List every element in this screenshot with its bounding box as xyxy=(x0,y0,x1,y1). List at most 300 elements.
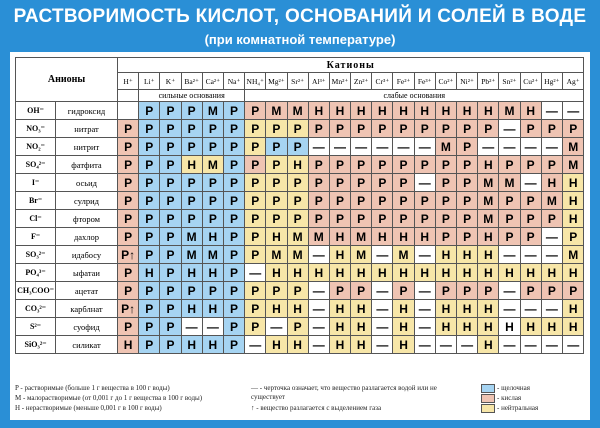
solubility-cell: P xyxy=(520,156,541,174)
solubility-cell: — xyxy=(351,138,372,156)
solubility-cell: P xyxy=(160,138,181,156)
solubility-cell: H xyxy=(562,300,583,318)
solubility-cell: P xyxy=(223,174,244,192)
solubility-cell: H xyxy=(457,264,478,282)
solubility-cell: P xyxy=(202,120,223,138)
solubility-cell: P xyxy=(478,282,499,300)
solubility-cell: P xyxy=(118,120,139,138)
solubility-cell: M xyxy=(202,156,223,174)
solubility-cell: — xyxy=(202,318,223,336)
cation-header: Li⁺ xyxy=(139,73,160,90)
solubility-cell: P xyxy=(223,228,244,246)
solubility-cell: P xyxy=(457,210,478,228)
cation-header: Mg²⁺ xyxy=(266,73,287,90)
solubility-cell: P xyxy=(223,300,244,318)
solubility-cell: H xyxy=(139,264,160,282)
solubility-cell: H xyxy=(181,264,202,282)
solubility-cell: — xyxy=(541,138,562,156)
solubility-cell: M xyxy=(499,174,520,192)
solubility-cell: P xyxy=(393,192,414,210)
solubility-cell: P xyxy=(287,282,308,300)
solubility-cell: — xyxy=(414,336,435,354)
solubility-cell: P xyxy=(435,282,456,300)
solubility-cell: P xyxy=(245,174,266,192)
solubility-table-body xyxy=(16,102,584,354)
solubility-cell: M xyxy=(287,102,308,120)
solubility-cell: P xyxy=(266,174,287,192)
solubility-cell: H xyxy=(308,264,329,282)
weak-bases-label: слабые основания xyxy=(245,90,584,102)
solubility-cell: H xyxy=(520,318,541,336)
cation-header: Cu²⁺ xyxy=(520,73,541,90)
legend-p: P - растворимые (больше 1 г вещества в 100 г воды) xyxy=(15,384,170,392)
solubility-cell: H xyxy=(435,264,456,282)
solubility-cell: P xyxy=(139,210,160,228)
solubility-cell: H xyxy=(372,228,393,246)
solubility-cell: P xyxy=(139,138,160,156)
solubility-cell: H xyxy=(351,264,372,282)
solubility-cell: H xyxy=(393,336,414,354)
solubility-cell: H xyxy=(435,246,456,264)
solubility-cell: P xyxy=(202,210,223,228)
strong-bases-label: сильные основания xyxy=(139,90,245,102)
solubility-cell: P xyxy=(287,318,308,336)
page-title: РАСТВОРИМОСТЬ КИСЛОТ, ОСНОВАНИЙ И СОЛЕЙ В ВОДЕ xyxy=(13,6,587,27)
cation-header: Ag⁺ xyxy=(562,73,583,90)
solubility-cell: H xyxy=(541,174,562,192)
solubility-cell xyxy=(118,102,139,120)
solubility-cell: M xyxy=(541,192,562,210)
solubility-cell: P xyxy=(520,228,541,246)
solubility-cell: P xyxy=(202,138,223,156)
solubility-cell: P xyxy=(541,282,562,300)
solubility-cell: H xyxy=(393,318,414,336)
solubility-cell: M xyxy=(435,138,456,156)
anion-name: нитрит xyxy=(56,138,118,156)
solubility-cell: H xyxy=(329,318,350,336)
solubility-cell: H xyxy=(372,102,393,120)
solubility-cell: — xyxy=(520,300,541,318)
solubility-cell: H xyxy=(562,174,583,192)
solubility-cell: P xyxy=(139,318,160,336)
solubility-cell: P xyxy=(245,246,266,264)
cation-header: Al³⁺ xyxy=(308,73,329,90)
solubility-cell: H xyxy=(478,300,499,318)
solubility-cell: — xyxy=(499,300,520,318)
anion-name: ыфатаи xyxy=(56,264,118,282)
solubility-cell: P xyxy=(308,120,329,138)
solubility-cell: H xyxy=(478,102,499,120)
solubility-cell: P xyxy=(499,192,520,210)
solubility-cell: P xyxy=(329,174,350,192)
cation-header: Sn²⁺ xyxy=(499,73,520,90)
solubility-cell: M xyxy=(181,246,202,264)
solubility-cell: P xyxy=(329,156,350,174)
solubility-cell: H xyxy=(520,102,541,120)
solubility-cell: H xyxy=(457,318,478,336)
solubility-cell: M xyxy=(562,138,583,156)
solubility-cell: P xyxy=(160,102,181,120)
solubility-cell: P xyxy=(329,282,350,300)
solubility-cell: — xyxy=(414,300,435,318)
solubility-cell: — xyxy=(520,174,541,192)
cation-header: H⁺ xyxy=(118,73,139,90)
solubility-cell: P xyxy=(562,228,583,246)
solubility-cell: H xyxy=(393,228,414,246)
solubility-cell: H xyxy=(287,300,308,318)
table-row xyxy=(16,102,584,120)
table-row xyxy=(16,138,584,156)
solubility-cell: — xyxy=(520,336,541,354)
solubility-cell: H xyxy=(435,102,456,120)
solubility-cell: P xyxy=(245,210,266,228)
solubility-cell: P xyxy=(139,282,160,300)
solubility-cell: P xyxy=(202,282,223,300)
solubility-cell: M xyxy=(308,228,329,246)
solubility-cell: H xyxy=(478,318,499,336)
solubility-cell: P xyxy=(414,192,435,210)
legend-arrow: ↑ - вещество разлагается с выделением газа xyxy=(251,404,382,412)
solubility-cell: H xyxy=(478,264,499,282)
solubility-cell: H xyxy=(351,102,372,120)
solubility-cell: P xyxy=(118,174,139,192)
solubility-cell: M xyxy=(351,228,372,246)
solubility-cell: P xyxy=(562,120,583,138)
solubility-cell: — xyxy=(372,282,393,300)
cation-header: Co²⁺ xyxy=(435,73,456,90)
solubility-cell: H xyxy=(329,336,350,354)
solubility-cell: — xyxy=(393,138,414,156)
solubility-cell: P xyxy=(139,246,160,264)
solubility-cell: P xyxy=(520,210,541,228)
legend-m: M - малорастворимые (от 0,001 г до 1 г вещества в 100 г воды) xyxy=(15,394,203,402)
solubility-cell: P xyxy=(160,174,181,192)
anions-header: Анионы xyxy=(16,58,118,102)
solubility-cell: H xyxy=(478,228,499,246)
solubility-cell: H xyxy=(478,156,499,174)
solubility-cell: M xyxy=(181,228,202,246)
table-row xyxy=(16,264,584,282)
solubility-cell: — xyxy=(245,264,266,282)
anion-formula: Cl⁻ xyxy=(16,210,56,228)
solubility-cell: — xyxy=(541,300,562,318)
anion-formula: NO₃⁻ xyxy=(16,120,56,138)
solubility-cell: P xyxy=(393,282,414,300)
anion-name: суофид xyxy=(56,318,118,336)
solubility-cell: — xyxy=(541,102,562,120)
solubility-cell: — xyxy=(562,102,583,120)
anion-formula: F⁻ xyxy=(16,228,56,246)
anion-formula: SO₄²⁻ xyxy=(16,156,56,174)
solubility-cell: P xyxy=(308,174,329,192)
solubility-cell: P xyxy=(541,120,562,138)
solubility-cell: P xyxy=(160,282,181,300)
solubility-cell: M xyxy=(499,102,520,120)
cation-header: Hg²⁺ xyxy=(541,73,562,90)
legend xyxy=(15,382,585,416)
table-row xyxy=(16,192,584,210)
solubility-cell: H xyxy=(181,300,202,318)
solubility-cell: P xyxy=(160,264,181,282)
solubility-cell: P xyxy=(139,174,160,192)
solubility-cell: P xyxy=(351,210,372,228)
solubility-cell: P xyxy=(139,336,160,354)
solubility-cell: P xyxy=(160,336,181,354)
solubility-cell: P xyxy=(223,282,244,300)
solubility-cell: H xyxy=(266,300,287,318)
solubility-cell: P xyxy=(223,318,244,336)
solubility-cell: H xyxy=(562,318,583,336)
solubility-cell: P xyxy=(372,156,393,174)
cation-header: Na⁺ xyxy=(223,73,244,90)
solubility-cell: P xyxy=(118,318,139,336)
solubility-cell: P xyxy=(118,210,139,228)
solubility-cell: — xyxy=(308,336,329,354)
solubility-cell: P xyxy=(245,228,266,246)
solubility-cell: H xyxy=(202,300,223,318)
anion-formula: I⁻ xyxy=(16,174,56,192)
solubility-cell: P xyxy=(457,174,478,192)
solubility-cell: P xyxy=(372,192,393,210)
table-row xyxy=(16,210,584,228)
solubility-cell: P xyxy=(223,138,244,156)
solubility-cell: P xyxy=(308,210,329,228)
solubility-cell: H xyxy=(435,300,456,318)
solubility-cell: P xyxy=(266,282,287,300)
solubility-cell: P xyxy=(223,102,244,120)
solubility-cell: — xyxy=(541,228,562,246)
solubility-cell: H xyxy=(329,264,350,282)
solubility-cell: P xyxy=(393,174,414,192)
solubility-cell: M xyxy=(266,102,287,120)
solubility-cell: P xyxy=(223,156,244,174)
solubility-cell: P xyxy=(435,120,456,138)
solubility-cell: H xyxy=(414,264,435,282)
solubility-cell: H xyxy=(520,264,541,282)
solubility-cell: P xyxy=(223,246,244,264)
solubility-cell: H xyxy=(562,264,583,282)
solubility-cell: — xyxy=(181,318,202,336)
solubility-cell: — xyxy=(266,318,287,336)
solubility-cell: P xyxy=(562,282,583,300)
solubility-cell: P xyxy=(160,192,181,210)
solubility-cell: H xyxy=(457,246,478,264)
solubility-cell: H xyxy=(351,336,372,354)
solubility-cell: M xyxy=(202,102,223,120)
solubility-cell: P xyxy=(308,156,329,174)
solubility-cell: — xyxy=(329,138,350,156)
anion-name: сулрид xyxy=(56,192,118,210)
anion-formula: Br⁻ xyxy=(16,192,56,210)
solubility-cell: P xyxy=(139,300,160,318)
anion-formula: SO₃²⁻ xyxy=(16,246,56,264)
solubility-cell: P xyxy=(287,138,308,156)
solubility-cell: P xyxy=(160,156,181,174)
cation-header: Pb²⁺ xyxy=(478,73,499,90)
solubility-cell: P xyxy=(181,120,202,138)
solubility-cell: P xyxy=(223,192,244,210)
solubility-cell: H xyxy=(393,102,414,120)
solubility-cell: — xyxy=(245,336,266,354)
solubility-cell: P↑ xyxy=(118,300,139,318)
legend-h: H - нерастворимые (меньше 0,001 г в 100 г воды) xyxy=(15,404,162,412)
solubility-cell: P xyxy=(118,156,139,174)
solubility-cell: P xyxy=(351,156,372,174)
solubility-cell: H xyxy=(351,318,372,336)
solubility-cell: — xyxy=(562,336,583,354)
anion-name: нитрат xyxy=(56,120,118,138)
solubility-cell: H xyxy=(457,102,478,120)
cation-header: Zn²⁺ xyxy=(351,73,372,90)
cation-header: K⁺ xyxy=(160,73,181,90)
solubility-cell: H xyxy=(266,336,287,354)
group-spacer xyxy=(118,90,139,102)
solubility-cell: P xyxy=(499,210,520,228)
solubility-cell: H xyxy=(329,102,350,120)
solubility-cell: P xyxy=(457,138,478,156)
solubility-cell: H xyxy=(329,300,350,318)
solubility-cell: P xyxy=(245,282,266,300)
solubility-cell: P xyxy=(499,156,520,174)
solubility-cell: P xyxy=(160,246,181,264)
cation-header: Ni²⁺ xyxy=(457,73,478,90)
legend-swatch-blue xyxy=(481,384,495,393)
solubility-cell: P xyxy=(223,336,244,354)
solubility-cell: H xyxy=(478,336,499,354)
solubility-cell: H xyxy=(202,336,223,354)
solubility-cell: P xyxy=(266,156,287,174)
solubility-cell: — xyxy=(372,246,393,264)
page-subtitle: (при комнатной температуре) xyxy=(204,32,396,47)
table-row xyxy=(16,318,584,336)
solubility-cell: P xyxy=(223,264,244,282)
legend-acidic: - кислая xyxy=(497,394,522,402)
solubility-cell: — xyxy=(499,120,520,138)
solubility-cell: P xyxy=(181,102,202,120)
legend-neutral: - нейтральная xyxy=(497,404,539,412)
anion-name: силикат xyxy=(56,336,118,354)
solubility-cell: P xyxy=(414,210,435,228)
solubility-cell: P xyxy=(160,318,181,336)
solubility-cell: P↑ xyxy=(118,246,139,264)
anion-formula: CH₃COO⁻ xyxy=(16,282,56,300)
table-row xyxy=(16,300,584,318)
solubility-cell: H xyxy=(393,300,414,318)
solubility-cell: P xyxy=(435,174,456,192)
solubility-cell: H xyxy=(351,300,372,318)
solubility-cell: P xyxy=(457,156,478,174)
solubility-cell: M xyxy=(266,246,287,264)
solubility-cell: M xyxy=(287,246,308,264)
cation-header: Sr²⁺ xyxy=(287,73,308,90)
solubility-cell: H xyxy=(181,156,202,174)
solubility-cell: P xyxy=(520,282,541,300)
solubility-cell: P xyxy=(435,228,456,246)
solubility-cell: H xyxy=(266,228,287,246)
solubility-cell: P xyxy=(245,156,266,174)
table-row xyxy=(16,156,584,174)
solubility-cell: H xyxy=(562,192,583,210)
solubility-cell: — xyxy=(457,336,478,354)
solubility-cell: H xyxy=(118,336,139,354)
solubility-cell: M xyxy=(393,246,414,264)
solubility-cell: — xyxy=(520,246,541,264)
solubility-cell: P xyxy=(414,120,435,138)
table-row xyxy=(16,282,584,300)
solubility-cell: P xyxy=(118,282,139,300)
solubility-cell: H xyxy=(541,264,562,282)
solubility-cell: — xyxy=(414,246,435,264)
solubility-cell: P xyxy=(457,228,478,246)
solubility-cell: P xyxy=(160,120,181,138)
solubility-cell: H xyxy=(414,102,435,120)
solubility-cell: P xyxy=(478,120,499,138)
solubility-cell: P xyxy=(181,192,202,210)
solubility-cell: P xyxy=(351,174,372,192)
solubility-cell: P xyxy=(435,192,456,210)
cation-header: Mn²⁺ xyxy=(329,73,350,90)
solubility-cell: P xyxy=(160,228,181,246)
solubility-cell: P xyxy=(223,210,244,228)
solubility-cell: P xyxy=(181,210,202,228)
solubility-cell: — xyxy=(414,138,435,156)
anion-name: ацетат xyxy=(56,282,118,300)
solubility-cell: P xyxy=(181,174,202,192)
cation-header: Fe²⁺ xyxy=(393,73,414,90)
anion-formula: OH⁻ xyxy=(16,102,56,120)
solubility-table xyxy=(15,57,584,354)
table-row xyxy=(16,120,584,138)
solubility-cell: H xyxy=(308,102,329,120)
solubility-cell: P xyxy=(308,192,329,210)
solubility-cell: M xyxy=(562,156,583,174)
table-row xyxy=(16,336,584,354)
solubility-cell: P xyxy=(329,120,350,138)
solubility-cell: P xyxy=(160,300,181,318)
solubility-cell: P xyxy=(393,210,414,228)
solubility-cell: P xyxy=(245,318,266,336)
solubility-cell: P xyxy=(287,210,308,228)
solubility-cell: P xyxy=(351,120,372,138)
legend-alkaline: - щелочная xyxy=(497,384,530,392)
solubility-cell: P xyxy=(245,138,266,156)
solubility-cell: H xyxy=(287,156,308,174)
solubility-cell: — xyxy=(372,300,393,318)
solubility-cell: P xyxy=(541,156,562,174)
table-row xyxy=(16,174,584,192)
solubility-cell: — xyxy=(499,282,520,300)
solubility-cell: M xyxy=(562,246,583,264)
solubility-cell: P xyxy=(435,210,456,228)
solubility-cell: P xyxy=(457,120,478,138)
anion-formula: CO₃²⁻ xyxy=(16,300,56,318)
solubility-cell: H xyxy=(499,264,520,282)
solubility-cell: P xyxy=(160,210,181,228)
solubility-cell: P xyxy=(372,210,393,228)
solubility-cell: — xyxy=(308,138,329,156)
solubility-cell: — xyxy=(435,336,456,354)
solubility-cell: — xyxy=(499,336,520,354)
anion-formula: NO₂⁻ xyxy=(16,138,56,156)
solubility-cell: H xyxy=(266,264,287,282)
legend-dash: — - черточка означает, что вещество разлагается водой или не существует xyxy=(251,384,437,401)
solubility-cell: P xyxy=(287,120,308,138)
solubility-cell: — xyxy=(372,138,393,156)
legend-swatch-yellow xyxy=(481,404,495,413)
anion-name: дахлор xyxy=(56,228,118,246)
solubility-cell: P xyxy=(139,192,160,210)
cation-header: Ca²⁺ xyxy=(202,73,223,90)
